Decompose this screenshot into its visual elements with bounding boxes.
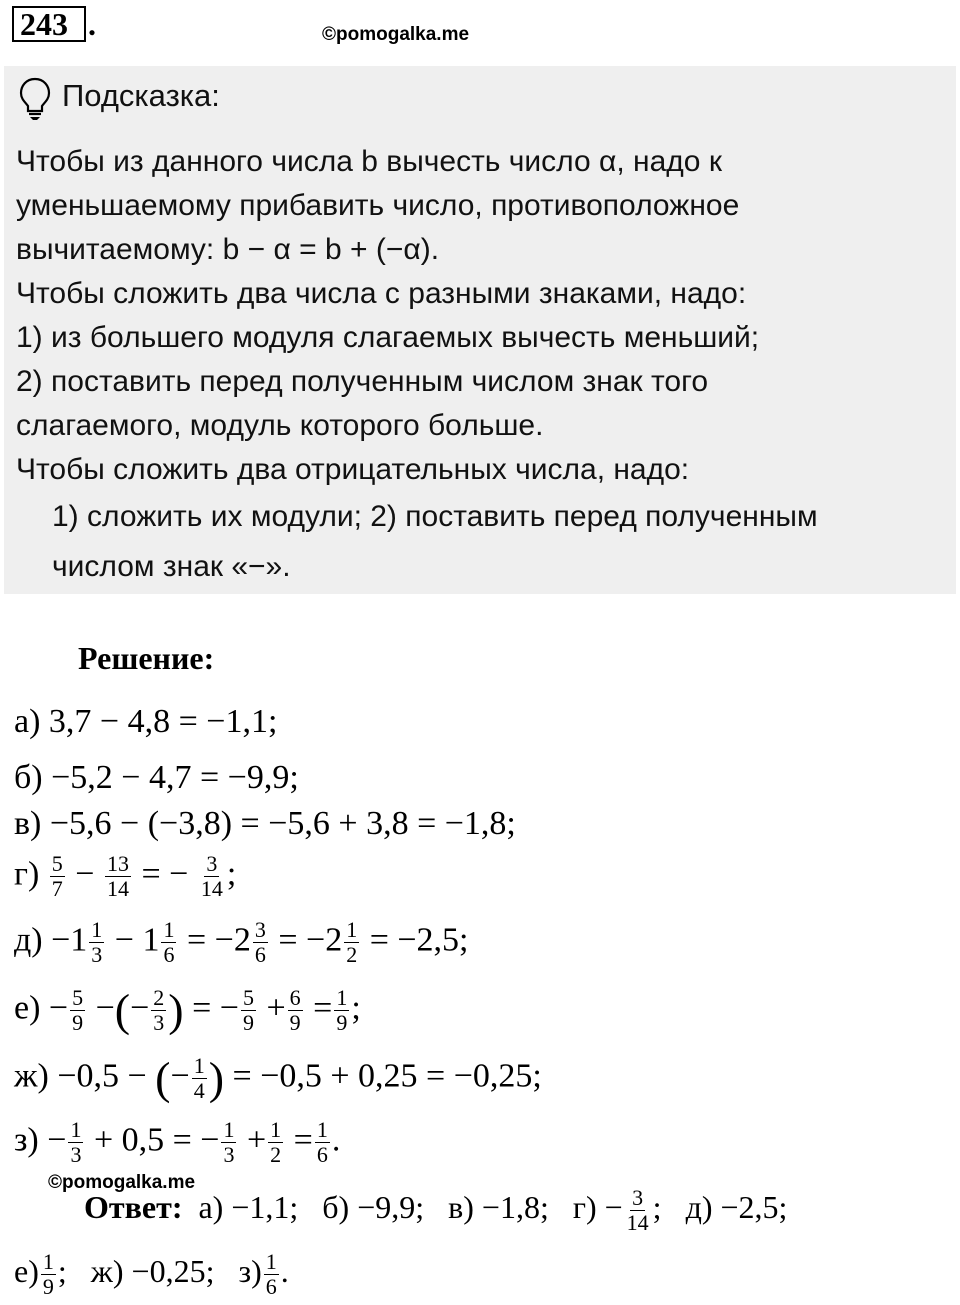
fraction: $\frac{5}{9}$ (72, 985, 84, 1035)
fraction: $\frac{6}{9}$ (289, 985, 301, 1035)
watermark-top: ©pomogalka.me (322, 24, 470, 45)
hint-line: 1) из большего модуля слагаемых вычесть меньший; (16, 321, 760, 354)
hint-line: вычитаемому: b − α = b + (−α). (16, 233, 440, 266)
fraction: $\frac{1}{2}$ (346, 917, 358, 967)
fraction: $\frac{5}{7}$ (51, 851, 63, 901)
solution-line-zh: ж) −0,5 − (− $\frac{1}{4}$ ) = −0,5 + 0,25 = −0,25; (14, 1052, 542, 1104)
lightbulb-icon (18, 76, 52, 120)
hint-body (16, 140, 946, 592)
hint-line: 1) сложить их модули; 2) поставить перед полученным (52, 500, 818, 533)
fraction: $\frac{3}{14}$ (200, 851, 223, 901)
hint-box (4, 66, 956, 594)
fraction: $\frac{1}{4}$ (193, 1053, 205, 1103)
fraction: $\frac{1}{3}$ (91, 917, 103, 967)
fraction: $\frac{3}{6}$ (254, 917, 266, 967)
hint-line: уменьшаемому прибавить число, противоположное (16, 189, 740, 222)
hint-line: Чтобы сложить два отрицательных числа, надо: (16, 453, 690, 486)
fraction: $\frac{3}{14}$ (626, 1185, 649, 1235)
fraction: $\frac{5}{9}$ (242, 985, 254, 1035)
hint-line: слагаемого, модуль которого больше. (16, 409, 544, 442)
solution-line-a: а) 3,7 − 4,8 = −1,1; (14, 703, 278, 740)
answer-line-1: Ответ: а) −1,1; б) −9,9; в) −1,8; г) − $\frac{3}{14}$ ; д) −2,5; (84, 1185, 788, 1235)
solution-line-e: е) − $\frac{5}{9}$ −(− $\frac{2}{3}$ ) = − $\frac{5}{9}$ + $\frac{6}{9}$ = $\frac{1}{9}$ ; (14, 984, 361, 1036)
answer-label: Ответ: (84, 1188, 183, 1225)
problem-number: 243 (12, 6, 86, 42)
answer-line-2: е) $\frac{1}{9}$ ; ж) −0,25; з) $\frac{1}{6}$ . (14, 1249, 289, 1299)
fraction: $\frac{1}{6}$ (265, 1249, 277, 1299)
fraction: $\frac{1}{3}$ (223, 1117, 235, 1167)
fraction: $\frac{1}{9}$ (42, 1249, 54, 1299)
hint-line: Чтобы из данного числа b вычесть число α, надо к (16, 145, 722, 178)
problem-number-dot: . (88, 6, 96, 42)
watermark-bottom: ©pomogalka.me (48, 1172, 196, 1193)
hint-title: Подсказка: (62, 78, 220, 113)
fraction: $\frac{2}{3}$ (153, 985, 165, 1035)
solution-line-v: в) −5,6 − (−3,8) = −5,6 + 3,8 = −1,8; (14, 805, 516, 842)
solution-title: Решение: (78, 640, 215, 676)
solution-line-d: д) −1 $\frac{1}{3}$ − 1 $\frac{1}{6}$ = −2 $\frac{3}{6}$ = −2 $\frac{1}{2}$ = −2,5; (14, 917, 469, 967)
hint-line: 2) поставить перед полученным числом знак того (16, 365, 709, 398)
fraction: $\frac{1}{3}$ (70, 1117, 82, 1167)
hint-line: числом знак «−». (52, 550, 291, 583)
solution-line-g: г) $\frac{5}{7}$ − $\frac{13}{14}$ = − $\frac{3}{14}$ ; (14, 851, 237, 901)
solution-line-z: з) − $\frac{1}{3}$ + 0,5 = − $\frac{1}{3}$ + $\frac{1}{2}$ = $\frac{1}{6}$ . (14, 1117, 341, 1167)
label: г) (14, 855, 40, 893)
fraction: $\frac{1}{2}$ (270, 1117, 282, 1167)
hint-line: Чтобы сложить два числа с разными знаками, надо: (16, 277, 747, 310)
fraction: $\frac{13}{14}$ (106, 851, 129, 901)
fraction: $\frac{1}{6}$ (163, 917, 175, 967)
solution-line-b: б) −5,2 − 4,7 = −9,9; (14, 759, 299, 796)
fraction: $\frac{1}{9}$ (336, 985, 348, 1035)
fraction: $\frac{1}{6}$ (316, 1117, 328, 1167)
